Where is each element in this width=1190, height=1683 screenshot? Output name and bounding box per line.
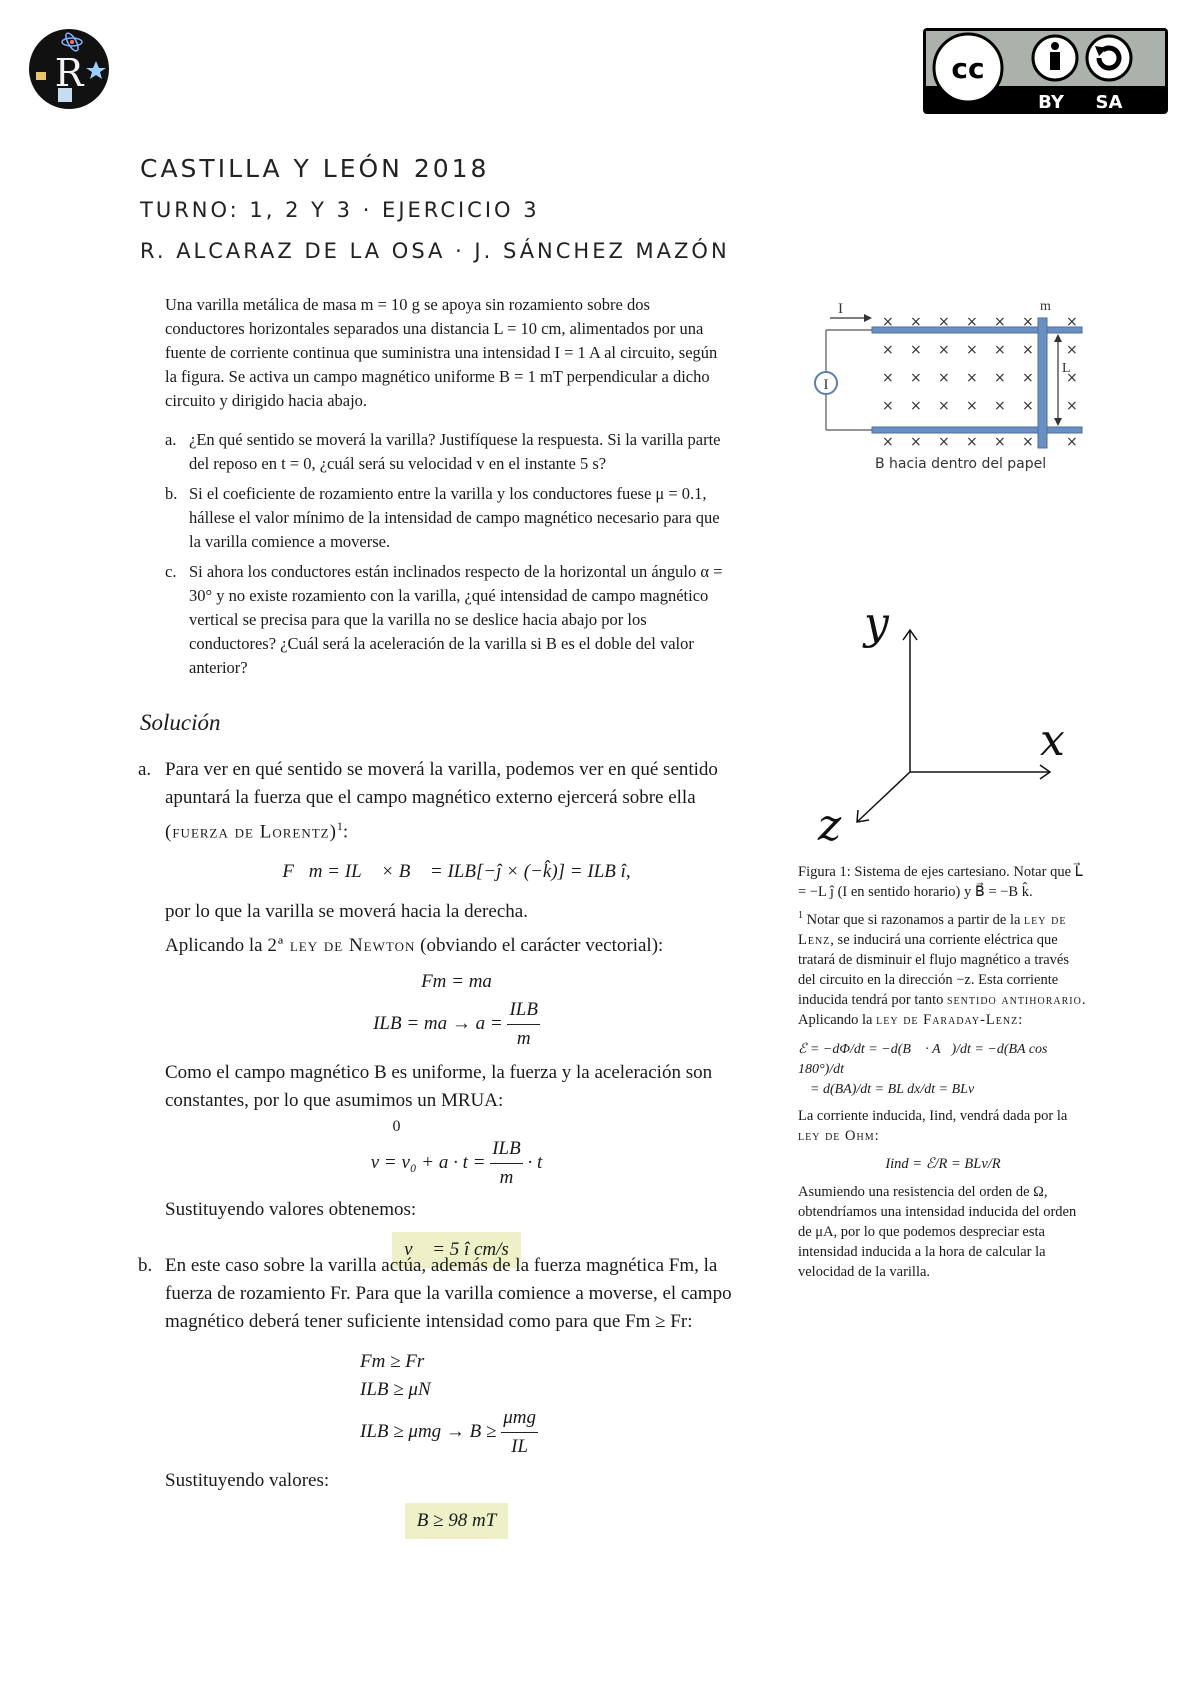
svg-text:×: ×	[994, 434, 1006, 450]
problem-items	[165, 428, 725, 680]
equation-acceleration: ILB = ma → a = $\frac{\text{ILB}}{m}$	[165, 996, 748, 1053]
svg-text:×: ×	[938, 342, 950, 358]
svg-text:×: ×	[1022, 342, 1034, 358]
svg-text:×: ×	[882, 370, 894, 386]
svg-text:×: ×	[1066, 398, 1078, 414]
svg-text:×: ×	[994, 342, 1006, 358]
svg-text:R: R	[54, 51, 84, 95]
part-label: a.	[138, 759, 152, 780]
svg-text:×: ×	[938, 398, 950, 414]
page-subtitle: TURNO: 1, 2 Y 3 · EJERCICIO 3	[140, 198, 540, 222]
paragraph: Sustituyendo valores:	[165, 1470, 330, 1491]
svg-text:×: ×	[994, 370, 1006, 386]
paragraph: Asumiendo una resistencia del orden de Ω, obtendríamos una intensidad inducida del orden de μA, por lo que podemos despreciar esta intensidad inducida a la hora de calcular la velocidad de la varilla.	[798, 1183, 1077, 1280]
sidebar-notes	[798, 862, 1088, 1282]
svg-text:×: ×	[938, 370, 950, 386]
solution-heading: Solución	[140, 710, 221, 735]
paragraph: Como el campo magnético B es uniforme, la fuerza y la aceleración son constantes, por lo que asumimos un MRUA:	[165, 1062, 713, 1112]
problem-item: c. Si ahora los conductores están inclinados respecto de la horizontal un ángulo α = 30° y no existe rozamiento con la varilla, ¿qué intensidad de campo magnético vertical se precisa para que la varilla no se deslice hacia abajo por los conductores? ¿Cuál será la aceleración de la varilla si B es el doble del valor anterior?	[165, 562, 723, 677]
paragraph: En este caso sobre la varilla actúa, además de la fuerza magnética Fm, la fuerza de rozamiento Fr. Para que la varilla comience a moverse, el campo magnético deberá tener suficiente intensidad como para que Fm ≥ Fr:	[165, 1255, 732, 1332]
svg-text:×: ×	[938, 434, 950, 450]
result-field: B ≥ 98 mT	[405, 1503, 509, 1539]
svg-text:×: ×	[966, 370, 978, 386]
emf-equation: ℰ = −dΦ/dt = −d(B⃗ · A⃗)/dt = −d(BA cos 180°)/dt = d(BA)/dt = BL dx/dt = BLv	[798, 1041, 1048, 1097]
equation-block-friction: Fm ≥ Fr ILB ≥ μN ILB ≥ μmg → B ≥ $\frac{\text{μmg}}{IL}$	[360, 1351, 536, 1457]
circuit-figure	[800, 290, 1090, 480]
svg-text:x: x	[1040, 715, 1065, 766]
problem-statement	[165, 293, 725, 413]
svg-text:m: m	[1040, 299, 1051, 314]
footnote: $^1$ Notar que si razonamos a partir de la ley de Lenz, se inducirá una corriente eléctrica que tratará de disminuir el flujo magnético a través del circuito en la dirección −z. Esta corriente inducida tendrá por tanto sentido antihorario. Aplicando la ley de Faraday-Lenz:	[798, 910, 1086, 1028]
svg-text:×: ×	[1022, 434, 1034, 450]
svg-text:×: ×	[882, 434, 894, 450]
svg-text:×: ×	[1022, 398, 1034, 414]
svg-text:×: ×	[966, 434, 978, 450]
cc-license-badge	[923, 28, 1168, 114]
svg-text:z: z	[818, 800, 842, 850]
svg-text:×: ×	[910, 342, 922, 358]
problem-intro: Una varilla metálica de masa m = 10 g se apoya sin rozamiento sobre dos conductores horizontales separados una distancia L = 10 cm, alimentados por una fuente de corriente continua que suministra una intensidad I = 1 A al circuito, según la figura. Se activa un campo magnético uniforme B = 1 mT perpendicular a dicho circuito y dirigido hacia abajo.	[165, 295, 718, 410]
svg-text:×: ×	[1066, 370, 1078, 386]
paragraph: Para ver en qué sentido se moverá la varilla, podemos ver en qué sentido apuntará la fuerza que el campo magnético externo ejercerá sobre ella (fuerza de Lorentz)$^1$:	[165, 759, 718, 843]
svg-text:×: ×	[882, 398, 894, 414]
problem-item: b. Si el coeficiente de rozamiento entre la varilla y los conductores fuese μ = 0.1, hállese el valor mínimo de la intensidad de campo magnético necesario para que la varilla comience a moverse.	[165, 484, 720, 551]
equation-lorentz: F⃗m = IL⃗ × B⃗ = ILB[−ĵ × (−k̂)] = ILB î,	[282, 861, 631, 883]
svg-text:×: ×	[966, 398, 978, 414]
svg-text:×: ×	[1022, 314, 1034, 330]
svg-text:I: I	[838, 301, 843, 317]
axes-figure	[800, 600, 1090, 850]
svg-text:BY: BY	[1038, 92, 1064, 113]
svg-text:cc: cc	[951, 52, 985, 85]
svg-text:×: ×	[994, 398, 1006, 414]
sa-share-alike-icon	[1087, 36, 1131, 80]
solution-part-b	[138, 1252, 748, 1539]
paragraph: Sustituyendo valores obtenemos:	[165, 1199, 417, 1221]
svg-text:×: ×	[1022, 370, 1034, 386]
svg-text:×: ×	[966, 342, 978, 358]
induced-current-equation: Iind = ℰ/R = BLv/R	[885, 1155, 1001, 1172]
problem-item: a. ¿En qué sentido se moverá la varilla? Justifíquese la respuesta. Si la varilla parte del reposo en t = 0, ¿cuál será su velocidad v en el instante 5 s?	[165, 430, 721, 473]
logo	[28, 28, 110, 110]
svg-text:×: ×	[882, 314, 894, 330]
equation-velocity: 0 v = v₀ + a · t = $\frac{\text{ILB}}{m}$ · t	[370, 1118, 543, 1189]
paragraph: por lo que la varilla se moverá hacia la derecha.	[165, 901, 528, 923]
svg-text:I: I	[823, 377, 829, 393]
svg-text:×: ×	[1066, 434, 1078, 450]
svg-text:×: ×	[910, 398, 922, 414]
paragraph: Aplicando la 2ª ley de Newton (obviando el carácter vectorial):	[165, 935, 664, 957]
svg-text:×: ×	[1066, 342, 1078, 358]
paragraph: La corriente inducida, Iind, vendrá dada por la ley de Ohm:	[798, 1107, 1068, 1144]
result-velocity: v⃗ = 5 î cm/s	[392, 1232, 521, 1268]
svg-text:×: ×	[1066, 314, 1078, 330]
svg-text:L: L	[1062, 361, 1071, 376]
svg-text:B hacia dentro del papel: B hacia dentro del papel	[875, 456, 1047, 472]
figure-caption: Figura 1: Sistema de ejes cartesiano. Notar que L⃗ = −L ĵ (I en sentido horario) y B⃗ = −B k̂.	[798, 864, 1083, 900]
equation-newton: Fm = ma	[421, 971, 492, 993]
svg-text:y: y	[864, 600, 889, 649]
solution-part-a	[138, 756, 748, 1268]
svg-text:×: ×	[910, 370, 922, 386]
svg-text:×: ×	[966, 314, 978, 330]
metal-rod-icon	[1038, 318, 1047, 448]
svg-text:×: ×	[938, 314, 950, 330]
svg-text:×: ×	[994, 314, 1006, 330]
svg-text:SA: SA	[1095, 92, 1123, 113]
svg-text:×: ×	[882, 342, 894, 358]
logo-emblem-icon	[28, 28, 110, 110]
page-title: CASTILLA Y LEÓN 2018	[140, 154, 490, 183]
svg-text:×: ×	[910, 314, 922, 330]
svg-text:×: ×	[910, 434, 922, 450]
authors: R. ALCARAZ DE LA OSA · J. SÁNCHEZ MAZÓN	[140, 239, 730, 263]
part-label: b.	[138, 1255, 153, 1276]
